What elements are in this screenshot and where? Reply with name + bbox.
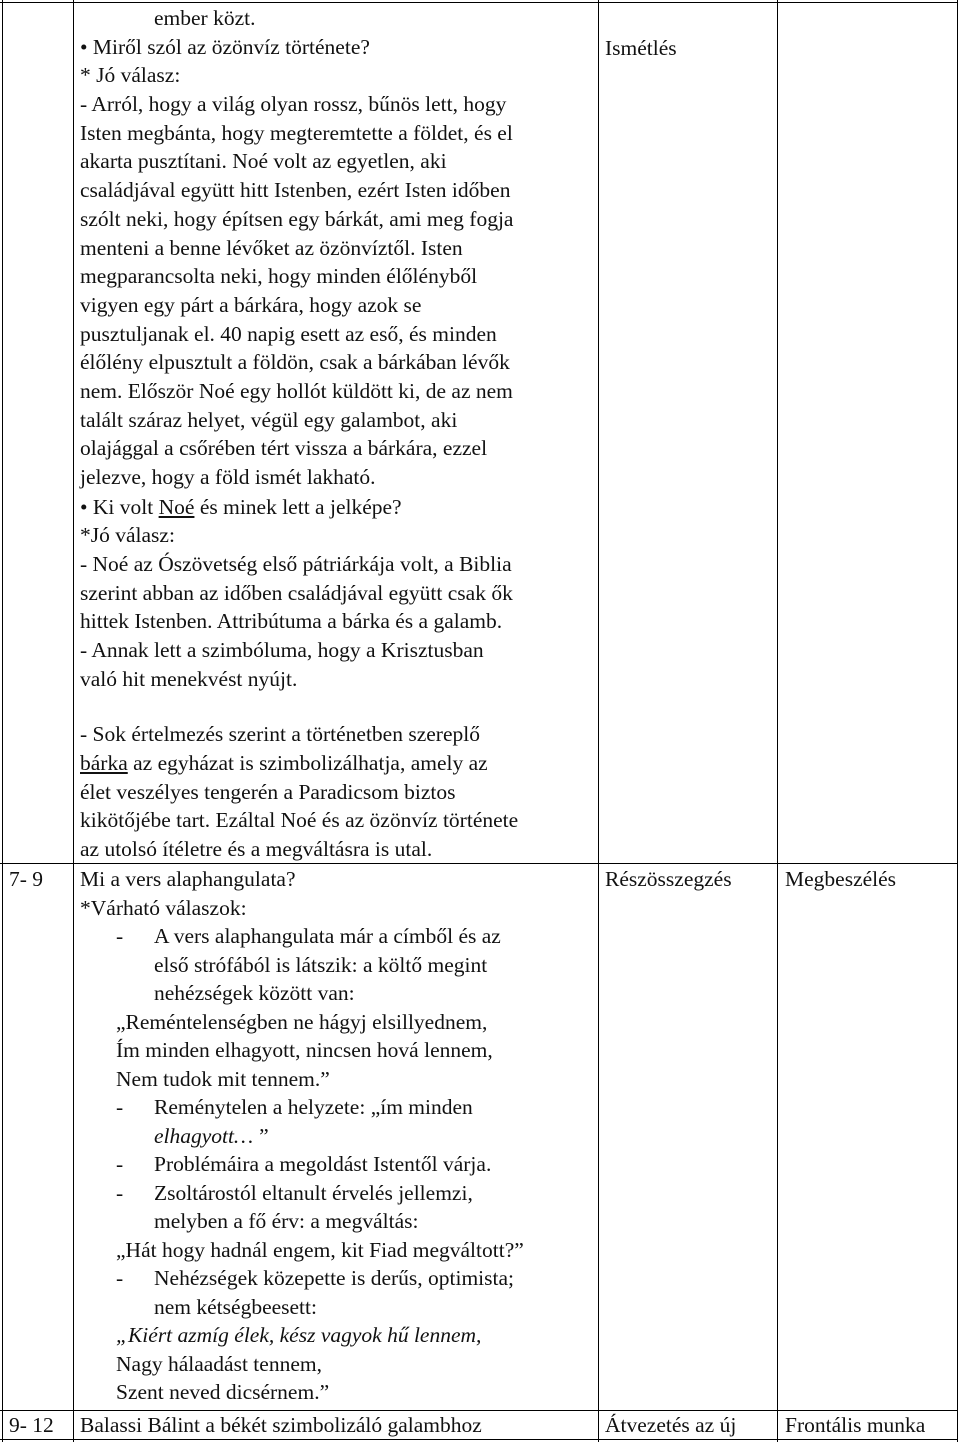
table-border-left — [2, 0, 3, 1442]
table-col-divider-3 — [777, 0, 778, 1442]
list-dash: - — [116, 1095, 124, 1119]
quote-line: „Reméntelenségben ne hágyj elsillyednem, — [116, 1010, 488, 1034]
text-span: • Ki volt — [80, 495, 159, 519]
expected-answers-label: *Várható válaszok: — [80, 896, 247, 920]
text-line — [80, 749, 488, 778]
text-span: elhagyott… — [154, 1124, 254, 1148]
question-text: Mi a vers alaphangulata? — [80, 867, 296, 891]
text-line: pusztuljanak el. 40 napig esett az eső, és minden — [80, 321, 497, 346]
noe-link[interactable]: Noé — [158, 495, 195, 519]
table-border-top — [0, 2, 958, 3]
row3-content: Balassi Bálint a békét szimbolizáló galambhoz — [80, 1413, 482, 1437]
quote-line: Ím minden elhagyott, nincsen hová lennem, — [116, 1038, 493, 1062]
text-line: talált száraz helyet, végül egy galambot, aki — [80, 407, 458, 432]
text-line: olajággal a csőrében tért vissza a bárkára, ezzel — [80, 436, 488, 461]
text-line: megparancsolta neki, hogy minden élőlényből — [80, 264, 478, 289]
text-line: - Noé az Ószövetség első pátriárkája volt, a Biblia — [80, 552, 512, 576]
text-line: első strófából is látszik: a költő megint — [154, 953, 488, 977]
text-span: ” — [259, 1124, 269, 1148]
row2-phase: Részösszegzés — [605, 867, 732, 891]
text-line: vigyen egy párt a bárkára, hogy azok se — [80, 292, 422, 317]
row2-time: 7- 9 — [9, 867, 44, 891]
text-span: és minek lett a jelképe? — [194, 495, 402, 519]
row2-method: Megbeszélés — [785, 867, 897, 891]
text-line: családjával együtt hitt Istenben, ezért Isten időben — [80, 178, 511, 203]
text-line: Reménytelen a helyzete: „ím minden — [154, 1095, 473, 1119]
barka-link[interactable]: bárka — [80, 751, 128, 775]
table-border-bottom — [0, 1439, 958, 1440]
text-line — [154, 1122, 269, 1150]
text-line: kikötőjébe tart. Ezáltal Noé és az özönvíz története — [80, 808, 519, 832]
quote-line: „Kiért azmíg élek, kész vagyok hű lennem, — [116, 1323, 482, 1347]
text-span: az egyházat is szimbolizálhatja, amely az — [127, 751, 488, 775]
text-line: való hit menekvést nyújt. — [80, 666, 298, 691]
text-line: akarta pusztítani. Noé volt az egyetlen, aki — [80, 149, 447, 174]
text-line: szólt neki, hogy építsen egy bárkát, ami meg fogja — [80, 206, 514, 231]
text-line: ember közt. — [154, 6, 256, 30]
quote-line: „Hát hogy hadnál engem, kit Fiad megváltott?” — [116, 1238, 524, 1262]
text-line: az utolsó ítéletre és a megváltásra is utal. — [80, 837, 433, 861]
quote-line: Nem tudok mit tennem.” — [116, 1067, 330, 1091]
quote-line: Szent neved dicsérnem.” — [116, 1380, 330, 1404]
quote-line: Nagy hálaadást tennem, — [116, 1352, 322, 1376]
answer-label: * Jó válasz: — [80, 63, 181, 87]
list-dash: - — [116, 1266, 124, 1290]
question-bullet: • Miről szól az özönvíz története? — [80, 35, 370, 59]
text-line: élet veszélyes tengerén a Paradicsom biztos — [80, 780, 456, 804]
list-dash: - — [116, 1152, 124, 1176]
question-bullet — [80, 493, 402, 522]
text-line: hittek Istenben. Attribútuma a bárka és a galamb. — [80, 609, 503, 634]
table-col-divider-2 — [598, 0, 599, 1442]
text-line: nem. Először Noé egy hollót küldött ki, de az nem — [80, 379, 513, 403]
text-line: nem kétségbeesett: — [154, 1295, 317, 1319]
text-line: Problémáira a megoldást Istentől várja. — [154, 1152, 492, 1176]
row3-method: Frontális munka — [785, 1413, 926, 1437]
text-line: - Sok értelmezés szerint a történetben szereplő — [80, 722, 480, 746]
table-col-divider-1 — [73, 0, 74, 1442]
table-border-right — [957, 0, 958, 1442]
text-line: nehézségek között van: — [154, 981, 355, 1005]
text-line: Zsoltárostól eltanult érvelés jellemzi, — [154, 1181, 473, 1205]
text-line: - Annak lett a szimbóluma, hogy a Krisztusban — [80, 638, 484, 663]
text-line: melyben a fő érv: a megváltás: — [154, 1209, 419, 1233]
text-line: jelezve, hogy a föld ismét lakható. — [80, 465, 376, 490]
row3-phase: Átvezetés az új — [605, 1413, 737, 1437]
row1-method: Ismétlés — [605, 36, 677, 60]
text-line: élőlény elpusztult a földön, csak a bárkában lévők — [80, 350, 510, 375]
list-dash: - — [116, 924, 124, 948]
list-dash: - — [116, 1181, 124, 1205]
answer-label: *Jó válasz: — [80, 523, 175, 547]
text-line: - Arról, hogy a világ olyan rossz, bűnös lett, hogy — [80, 92, 507, 116]
text-line: menteni a benne lévőket az özönvíztől. Isten — [80, 235, 463, 260]
text-line: szerint abban az időben családjával együtt csak ők — [80, 580, 513, 605]
row3-time: 9- 12 — [9, 1413, 54, 1437]
text-line: A vers alaphangulata már a címből és az — [154, 924, 501, 948]
text-line: Nehézségek közepette is derűs, optimista; — [154, 1266, 515, 1290]
text-line: Isten megbánta, hogy megteremtette a földet, és el — [80, 120, 513, 145]
